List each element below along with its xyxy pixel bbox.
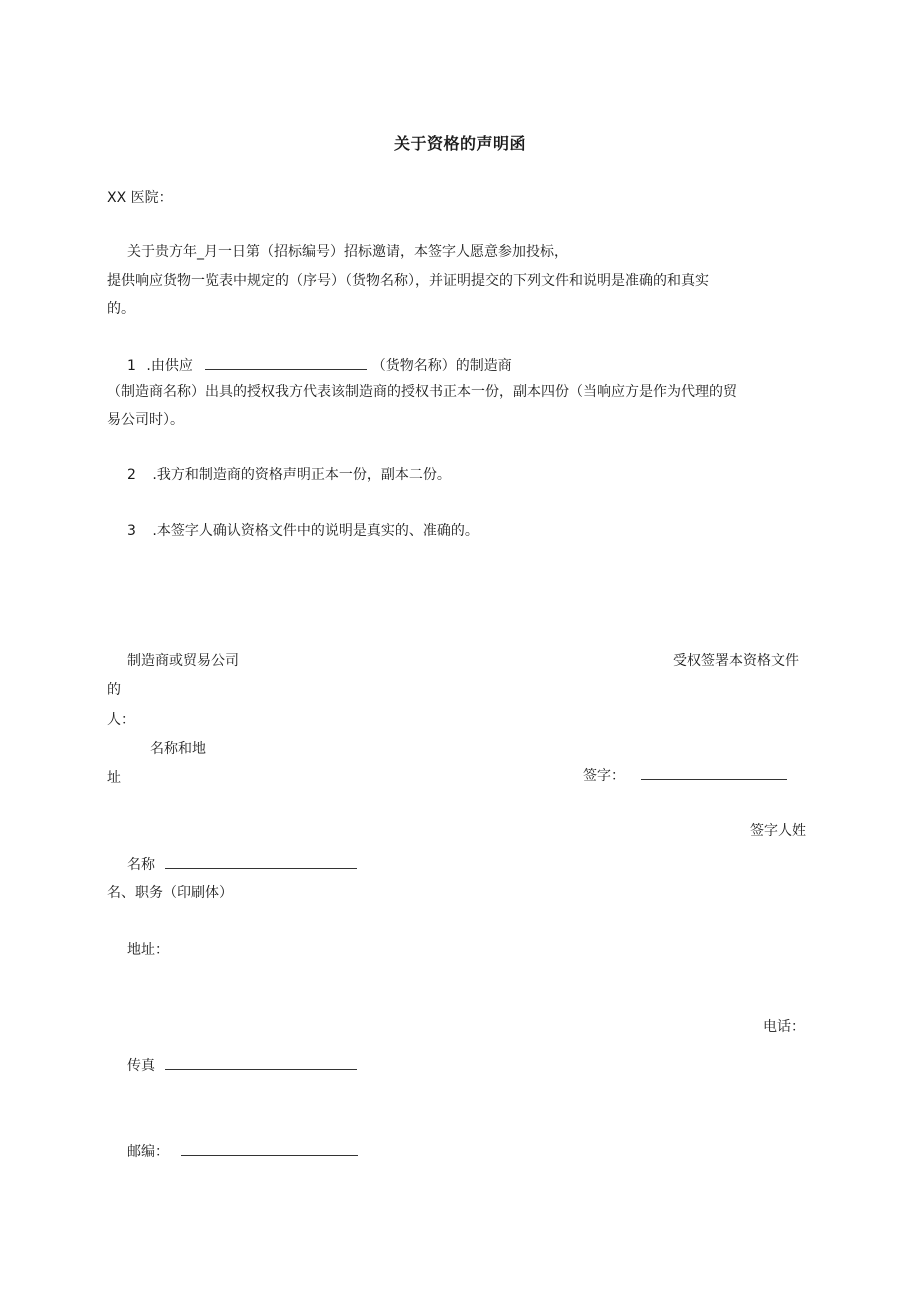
item-1-prefix: .由供应 xyxy=(146,358,193,374)
de-text: 的 xyxy=(107,682,121,698)
address-label: 地址： xyxy=(127,942,169,958)
intro-line-3: 的。 xyxy=(107,301,135,317)
item-2 xyxy=(127,466,451,484)
name-address-label-2: 址 xyxy=(107,770,121,786)
supplier-blank[interactable] xyxy=(205,355,367,370)
item-1-line-2: （制造商名称）出具的授权我方代表该制造商的授权书正本一份，副本四份（当响应方是作为代理的贸 xyxy=(107,384,737,400)
name-blank[interactable] xyxy=(165,854,357,869)
fax-field xyxy=(127,1055,357,1075)
item-1-number: 1 xyxy=(127,358,136,374)
name-address-label-1: 名称和地 xyxy=(150,741,206,757)
item-2-number: 2 xyxy=(127,467,136,483)
sign-field xyxy=(583,765,787,785)
item-1-line-1 xyxy=(127,355,512,375)
ren-text: 人： xyxy=(107,712,135,728)
name-field xyxy=(127,854,357,874)
signer-name-label-1: 签字人姓 xyxy=(750,823,806,839)
item-3-text: .本签字人确认资格文件中的说明是真实的、准确的。 xyxy=(152,523,479,539)
sign-blank[interactable] xyxy=(641,765,787,780)
item-1-line-3: 易公司时）。 xyxy=(107,412,184,428)
postcode-field xyxy=(127,1141,358,1161)
item-1-suffix: （货物名称）的制造商 xyxy=(371,358,512,374)
item-2-text: .我方和制造商的资格声明正本一份，副本二份。 xyxy=(152,467,451,483)
name-label: 名称 xyxy=(127,857,155,873)
signer-name-label-2: 名、职务（印刷体） xyxy=(107,885,233,901)
phone-label: 电话： xyxy=(763,1019,805,1035)
salutation: XX 医院： xyxy=(107,190,173,206)
document-title: 关于资格的声明函 xyxy=(393,134,526,153)
item-3 xyxy=(127,522,479,540)
fax-blank[interactable] xyxy=(165,1055,357,1070)
fax-label: 传真 xyxy=(127,1058,155,1074)
item-3-number: 3 xyxy=(127,523,136,539)
intro-line-2: 提供响应货物一览表中规定的（序号）（货物名称），并证明提交的下列文件和说明是准确的和真实 xyxy=(107,273,709,289)
intro-line-1: 关于贵方年_月一日第（招标编号）招标邀请，本签字人愿意参加投标， xyxy=(127,244,568,260)
left-heading: 制造商或贸易公司 xyxy=(127,653,239,669)
right-heading: 受权签署本资格文件 xyxy=(673,653,799,669)
postcode-blank[interactable] xyxy=(181,1141,358,1156)
postcode-label: 邮编： xyxy=(127,1144,169,1160)
sign-label: 签字： xyxy=(583,768,625,784)
